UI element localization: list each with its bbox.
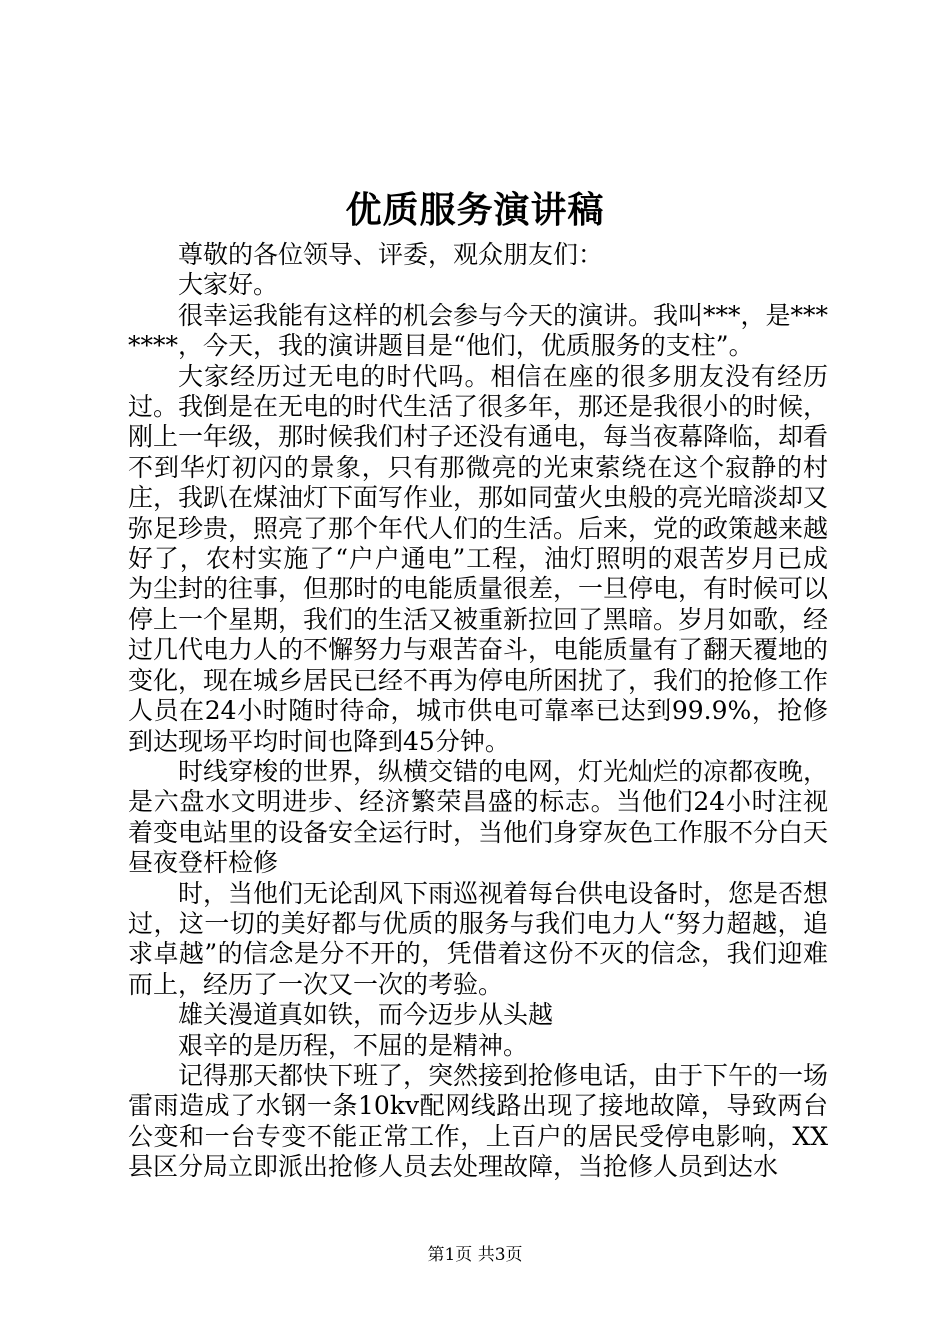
document-title: 优质服务演讲稿 bbox=[345, 189, 605, 231]
paragraph-story: 记得那天都快下班了，突然接到抢修电话，由于下午的一场雷雨造成了水钢一条10kv配网线路出现了接地故障，导致两台公变和一台专变不能正常工作，上百户的居民受停电影响，XX县区分局立即派出抢修人员去处理故障，当抢修人员到达水 bbox=[128, 1060, 829, 1182]
paragraph-greeting: 大家好。 bbox=[178, 270, 279, 300]
paragraph-poem-line-2: 艰辛的是历程，不屈的是精神。 bbox=[178, 1030, 529, 1060]
paragraph-belief: 时，当他们无论刮风下雨巡视着每台供电设备时，您是否想过，这一切的美好都与优质的服务与我们电力人“努力超越，追求卓越”的信念是分不开的，凭借着这份不灭的信念，我们迎难而上，经历了一次又一次的考验。 bbox=[128, 878, 829, 999]
paragraph-grid: 时线穿梭的世界，纵横交错的电网，灯光灿烂的凉都夜晚，是六盘水文明进步、经济繁荣昌盛的标志。当他们24小时注视着变电站里的设备安全运行时，当他们身穿灰色工作服不分白天昼夜登杆检修 bbox=[128, 756, 829, 878]
page-number-footer: 第1页 共3页 bbox=[427, 1245, 523, 1265]
paragraph-salutation: 尊敬的各位领导、评委，观众朋友们： bbox=[178, 240, 604, 269]
paragraph-history: 大家经历过无电的时代吗。相信在座的很多朋友没有经历过。我倒是在无电的时代生活了很多年，那还是我很小的时候，刚上一年级，那时候我们村子还没有通电，每当夜幕降临，却看不到华灯初闪的景象，只有那微亮的光束萦绕在这个寂静的村庄，我趴在煤油灯下面写作业，那如同萤火虫般的亮光暗淡却又弥足珍贵，照亮了那个年代人们的生活。后来，党的政策越来越好了，农村实施了“户户通电”工程，油灯照明的艰苦岁月已成为尘封的往事，但那时的电能质量很差，一旦停电，有时候可以停上一个星期，我们的生活又被重新拉回了黑暗。岁月如歌，经过几代电力人的不懈努力与艰苦奋斗，电能质量有了翻天覆地的变化，现在城乡居民已经不再为停电所困扰了，我们的抢修工作人员在24小时随时待命，城市供电可靠率已达到99.9%，抢修到达现场平均时间也降到45分钟。 bbox=[128, 361, 829, 756]
document-body bbox=[128, 240, 828, 1183]
paragraph-introduction: 很幸运我能有这样的机会参与今天的演讲。我叫***，是*******，今天，我的演讲题目是“他们，优质服务的支柱”。 bbox=[128, 300, 829, 361]
paragraph-poem-line-1: 雄关漫道真如铁，而今迈步从头越 bbox=[178, 1000, 554, 1030]
